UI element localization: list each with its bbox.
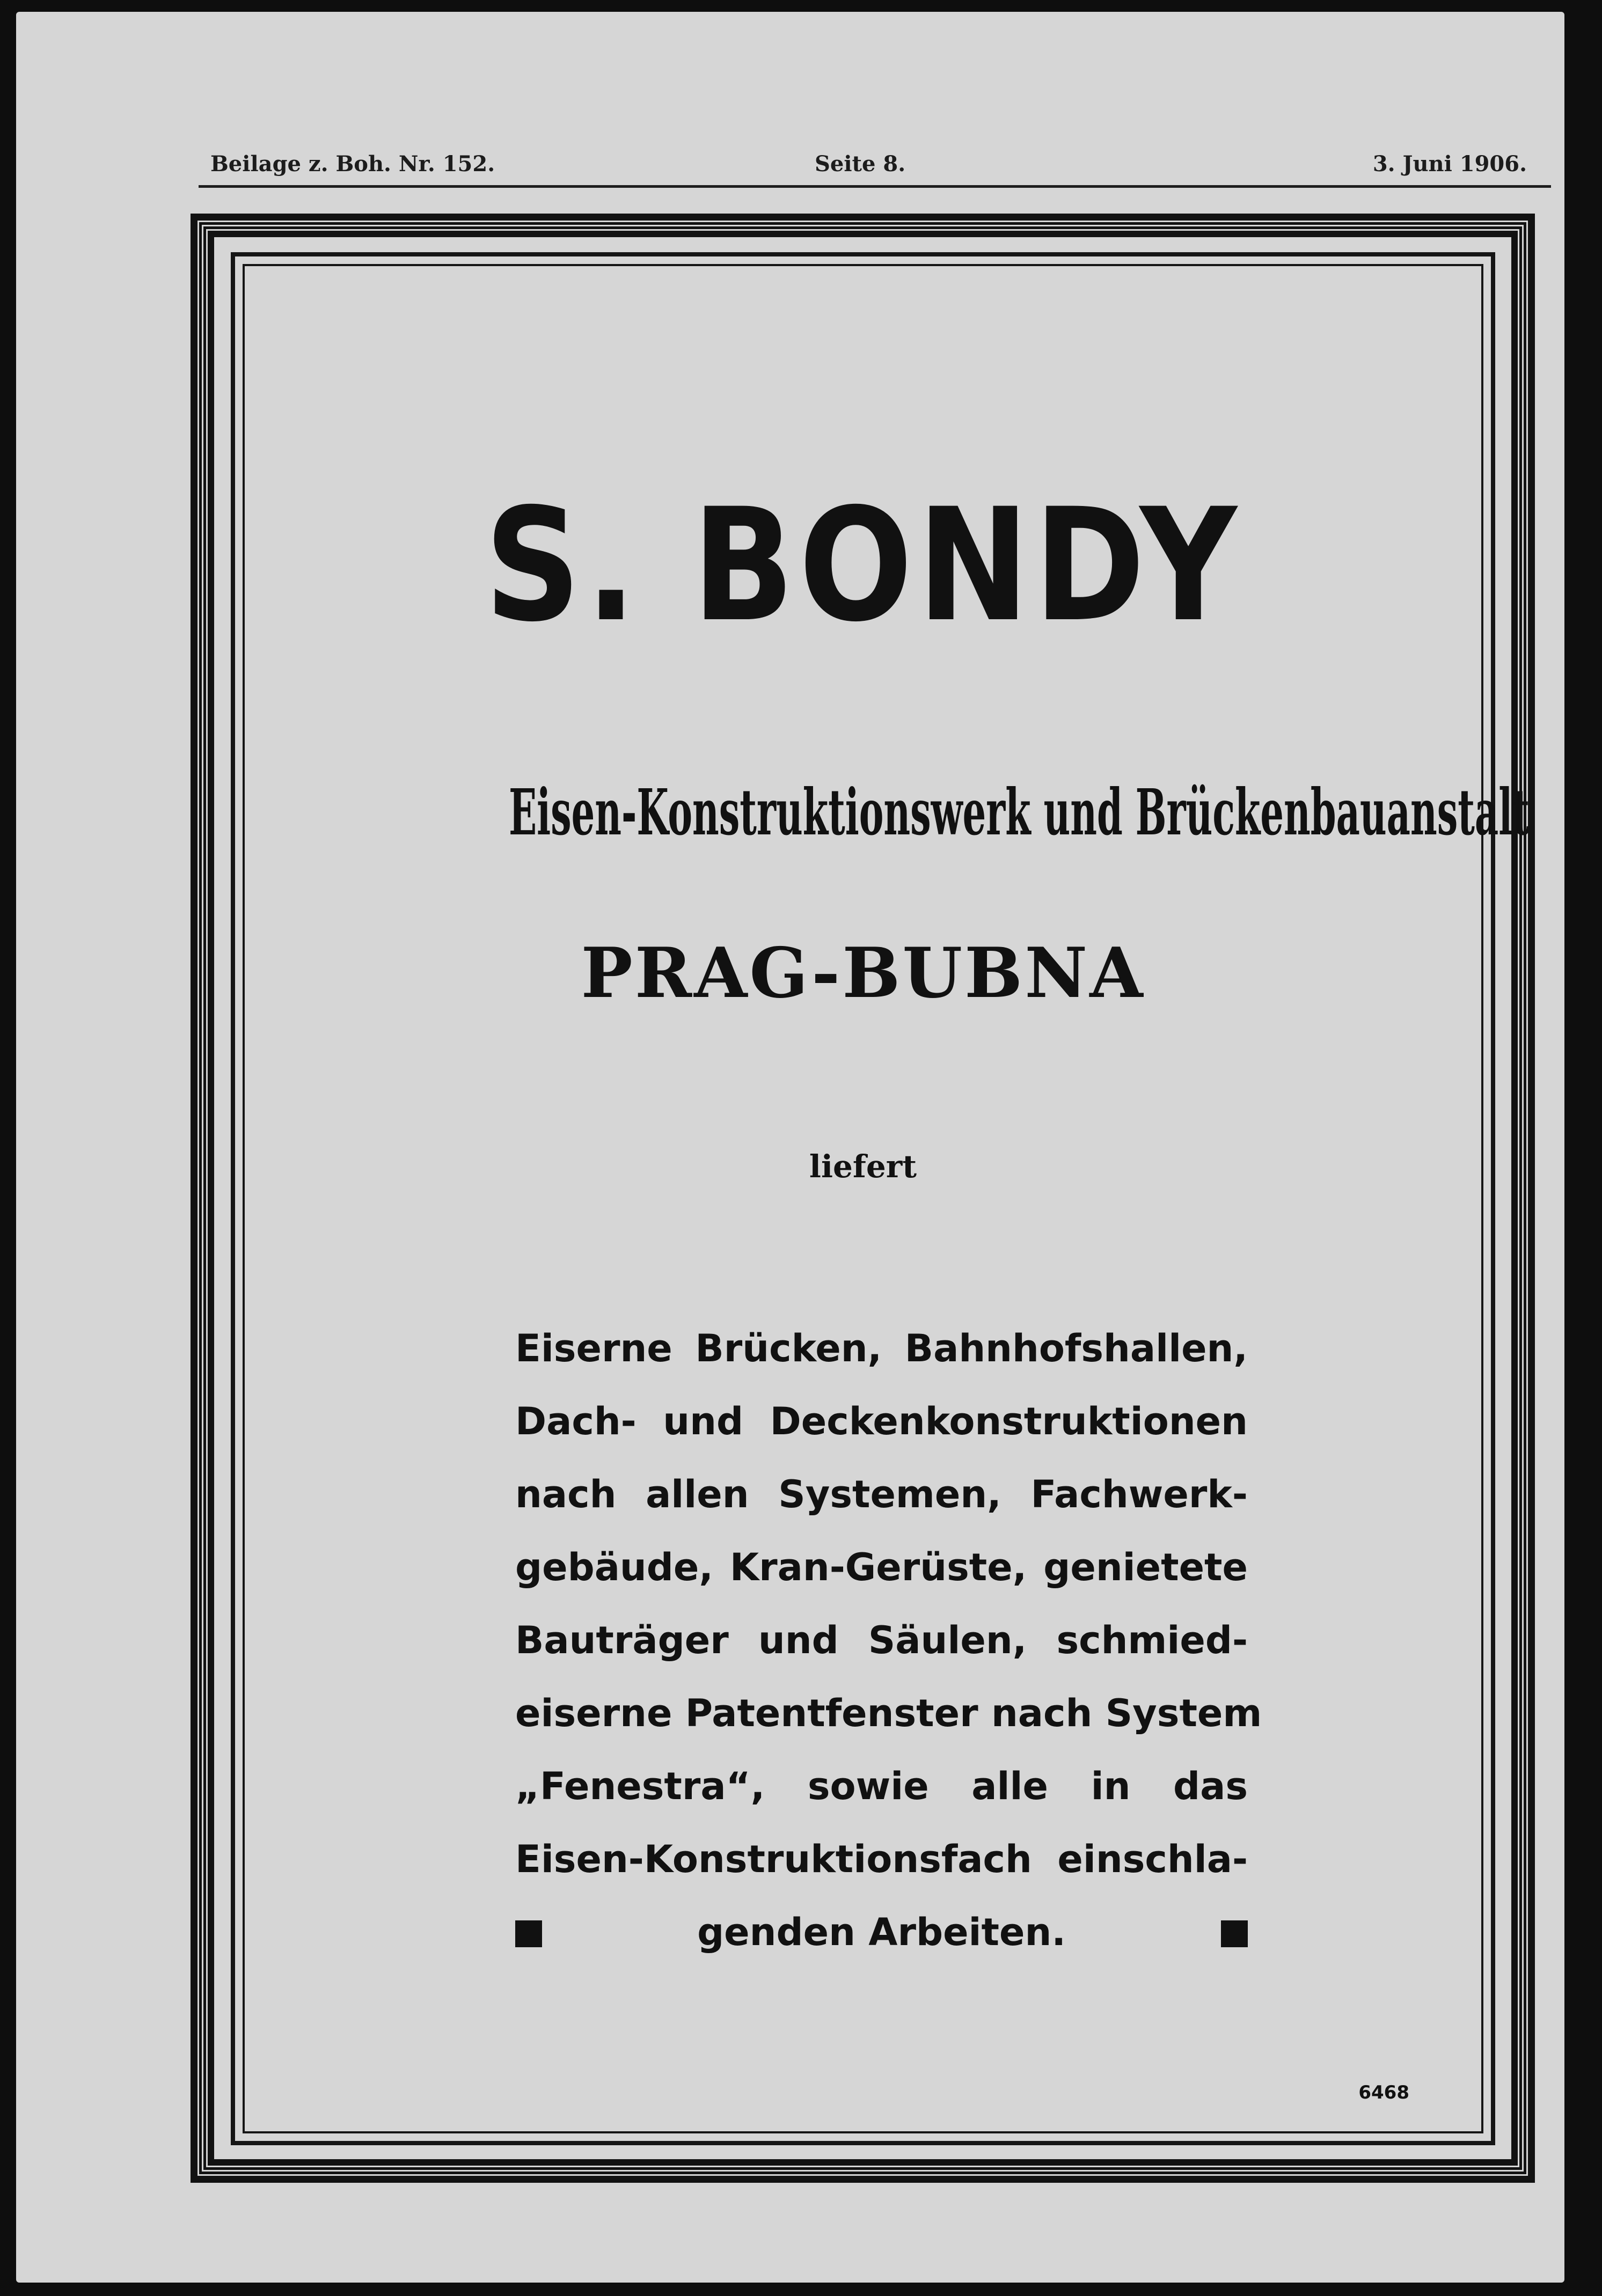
description-line: nach allen Systemen, Fachwerk-	[515, 1472, 1248, 1516]
description-line: Eiserne Brücken, Bahnhofshallen,	[515, 1326, 1248, 1370]
company-location: PRAG-BUBNA	[581, 933, 1145, 1014]
description-line: Dach- und Deckenkonstruktionen	[515, 1399, 1248, 1443]
product-description	[515, 1312, 1262, 1896]
company-name: S. BONDY	[484, 475, 1242, 656]
company-subtitle: Eisen-Konstruktionswerk und Brückenbauanstalt	[508, 775, 1530, 849]
description-line: Bauträger und Säulen, schmied-	[515, 1618, 1248, 1662]
advertisement	[252, 279, 1530, 2125]
description-line: „Fenestra“, sowie alle in das	[515, 1764, 1248, 1808]
intro-word: liefert	[809, 1148, 917, 1185]
header-date: 3. Juni 1906.	[1372, 151, 1527, 177]
header-rule	[199, 185, 1551, 188]
description-last-row	[515, 1896, 1248, 1969]
description-line: Eisen-Konstruktionsfach einschla-	[515, 1837, 1248, 1881]
description-line: eiserne Patentfenster nach System	[515, 1691, 1262, 1735]
description-line: gebäude, Kran-Gerüste, genietete	[515, 1545, 1248, 1589]
description-line: genden Arbeiten.	[697, 1910, 1066, 1954]
header-issue-reference: Beilage z. Boh. Nr. 152.	[210, 151, 495, 177]
header-page-number: Seite 8.	[815, 151, 906, 177]
square-ornament-icon	[1221, 1920, 1248, 1947]
advert-number: 6468	[1358, 2082, 1409, 2103]
